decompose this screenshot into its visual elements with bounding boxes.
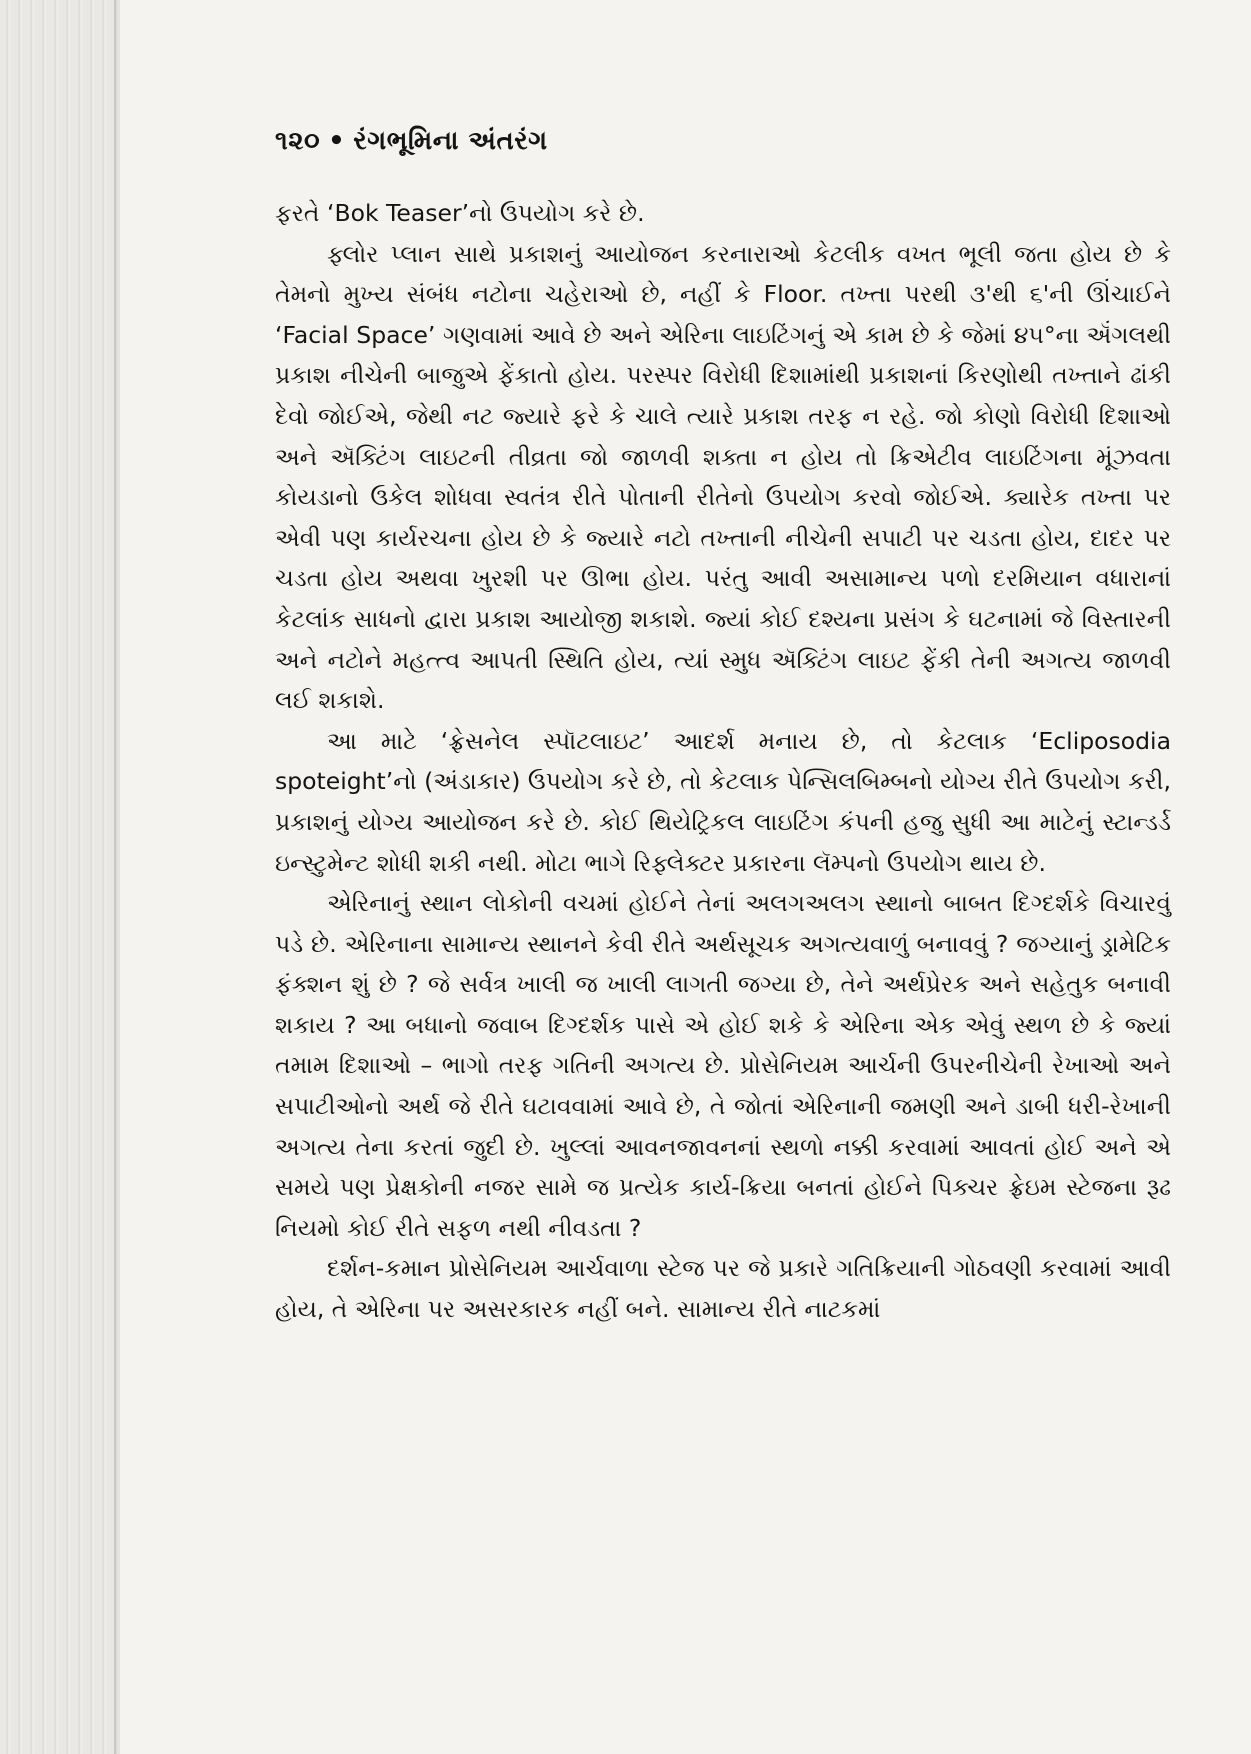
header-separator: •: [328, 126, 346, 156]
book-title: રંગભૂમિના અંતરંગ: [353, 126, 548, 156]
paragraph-4: એરિનાનું સ્થાન લોકોની વચમાં હોઈને તેનાં અલગઅલગ સ્થાનો બાબત દિગ્દર્શકે વિચારવું પડે છે. એરિનાના સામાન્ય સ્થાનને કેવી રીતે અર્થસૂચક અગત્યવાળું બનાવવું ? જગ્યાનું ડ્રામેટિક ફંક્શન શું છે ? જે સર્વત્ર ખાલી જ ખાલી લાગતી જગ્યા છે, તેને અર્થપ્રેરક અને સહેતુક બનાવી શકાય ? આ બધાનો જવાબ દિગ્દર્શક પાસે એ હોઈ શકે કે એરિના એક એવું સ્થળ છે કે જ્યાં તમામ દિશાઓ – ભાગો તરફ ગતિની અગત્ય છે. પ્રોસેનિયમ આર્ચની ઉપરનીચેની રેખાઓ અને સપાટીઓનો અર્થ જે રીતે ઘટાવવામાં આવે છે, તે જોતાં એરિનાની જમણી અને ડાબી ધરી-રેખાની અગત્ય તેના કરતાં જુદી છે. ખુલ્લાં આવનજાવનનાં સ્થળો નક્કી કરવામાં આવતાં હોઈ અને એ સમયે પણ પ્રેક્ષકોની નજર સામે જ પ્રત્યેક કાર્ય-ક્રિયા બનતાં હોઈને પિક્ચર ફ્રેઇમ સ્ટેજના રૂઢ નિયમો કોઈ રીતે સફળ નથી નીવડતા ?: [275, 889, 1171, 1242]
paragraph-1: ફરતે ‘Bok Teaser’નો ઉપયોગ કરે છે.: [275, 199, 645, 227]
paragraph-3: આ માટે ‘ફ્રેસનેલ સ્પૉટલાઇટ’ આદર્શ મનાય છે, તો કેટલાક ‘Ecliposodia spoteight’નો (અંડાકાર) ઉપયોગ કરે છે, તો કેટલાક પેન્સિલબિમ્બનો યોગ્ય રીતે ઉપયોગ કરી, પ્રકાશનું યોગ્ય આયોજન કરે છે. કોઈ થિયેટ્રિકલ લાઇટિંગ કંપની હજુ સુધી આ માટેનું સ્ટાન્ડર્ડ ઇન્સ્ટુમેન્ટ શોધી શકી નથી. મોટા ભાગે રિફ્લેક્ટર પ્રકારના લૅમ્પનો ઉપયોગ થાય છે.: [275, 726, 1171, 877]
paragraph-5: દર્શન-કમાન પ્રોસેનિયમ આર્ચવાળા સ્ટેજ પર જે પ્રકારે ગતિક્રિયાની ગોઠવણી કરવામાં આવી હોય, તે એરિના પર અસરકારક નહીં બને. સામાન્ય રીતે નાટકમાં: [275, 1254, 1171, 1324]
running-head: [275, 126, 1171, 157]
body-text: [275, 193, 1171, 1330]
paragraph-2: ફ્લોર પ્લાન સાથે પ્રકાશનું આયોજન કરનારાઓ કેટલીક વખત ભૂલી જતા હોય છે કે તેમનો મુખ્ય સંબંધ નટોના ચહેરાઓ છે, નહીં કે Floor. તખ્તા પરથી ૩'થી ૬'ની ઊંચાઈને ‘Facial Space’ ગણવામાં આવે છે અને એરિના લાઇટિંગનું એ કામ છે કે જેમાં ૪૫°ના ઍંગલથી પ્રકાશ નીચેની બાજુએ ફેંકાતો હોય. પરસ્પર વિરોધી દિશામાંથી પ્રકાશનાં કિરણોથી તખ્તાને ઢાંકી દેવો જોઈએ, જેથી નટ જ્યારે ફરે કે ચાલે ત્યારે પ્રકાશ તરફ ન રહે. જો કોણો વિરોધી દિશાઓ અને ઍક્ટિંગ લાઇટની તીવ્રતા જો જાળવી શક્તા ન હોય તો ક્રિએટીવ લાઇટિંગના મૂંઝવતા કોયડાનો ઉકેલ શોધવા સ્વતંત્ર રીતે પોતાની રીતેનો ઉપયોગ કરવો જોઈએ. ક્યારેક તખ્તા પર એવી પણ કાર્યરચના હોય છે કે જ્યારે નટો તખ્તાની નીચેની સપાટી પર ચડતા હોય, દાદર પર ચડતા હોય અથવા ખુરશી પર ઊભા હોય. પરંતુ આવી અસામાન્ય પળો દરમિયાન વધારાનાં કેટલાંક સાધનો દ્વારા પ્રકાશ આયોજી શકાશે. જ્યાં કોઈ દશ્યના પ્રસંગ કે ઘટનામાં જે વિસ્તારની અને નટોને મહત્ત્વ આપતી સ્થિતિ હોય, ત્યાં સ્મુધ ઍક્ટિંગ લાઇટ ફેંકી તેની અગત્ય જાળવી લઈ શકાશે.: [275, 239, 1171, 715]
page-number: ૧૨૦: [275, 126, 321, 156]
book-page: [275, 126, 1171, 1330]
book-page-edges: [0, 0, 120, 1754]
